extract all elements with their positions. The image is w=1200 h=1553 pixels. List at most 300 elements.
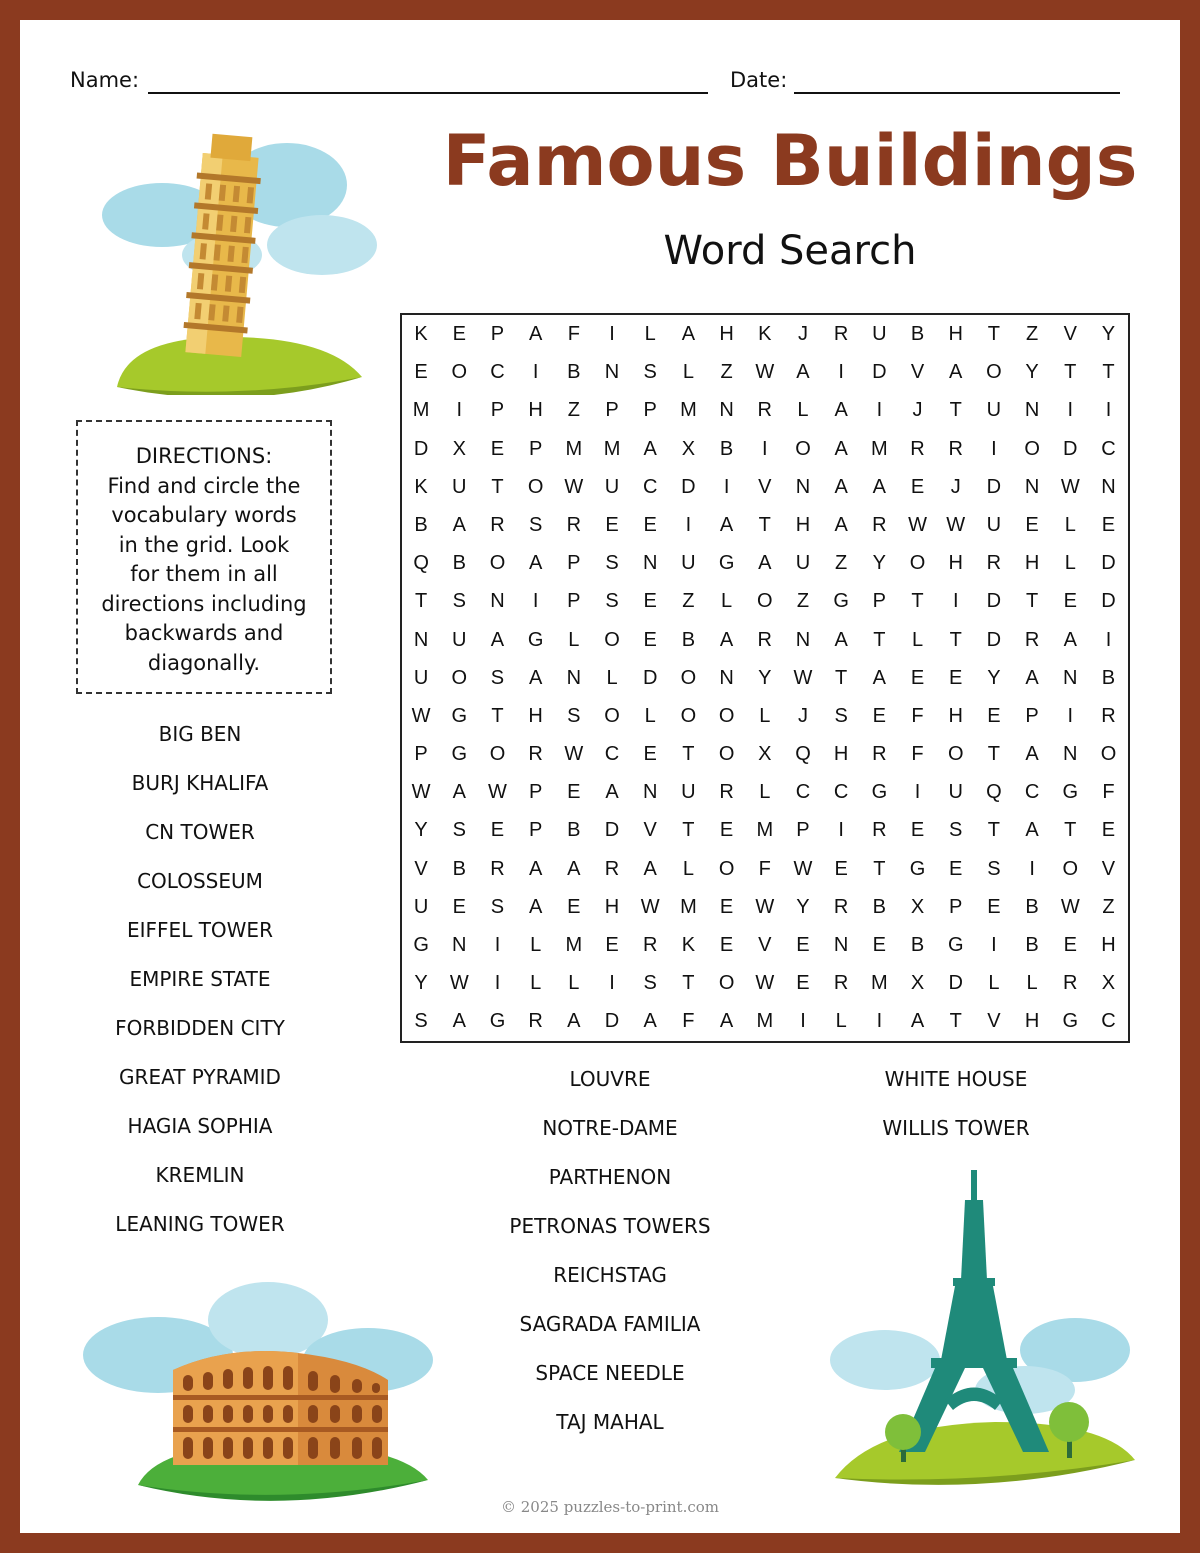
grid-letter[interactable]: D	[1101, 552, 1116, 575]
grid-letter[interactable]: T	[949, 1010, 962, 1033]
grid-letter[interactable]: I	[609, 323, 615, 345]
grid-letter[interactable]: A	[719, 513, 734, 536]
grid-letter[interactable]: U	[604, 475, 620, 498]
grid-letter[interactable]: E	[834, 857, 848, 880]
grid-letter[interactable]: U	[948, 781, 963, 804]
grid-letter[interactable]: S	[643, 361, 657, 384]
grid-letter[interactable]: M	[565, 934, 583, 956]
grid-letter[interactable]: I	[1105, 399, 1112, 422]
grid-letter[interactable]: E	[910, 666, 925, 689]
grid-letter[interactable]: I	[952, 590, 959, 613]
grid-letter[interactable]: Y	[796, 895, 810, 918]
grid-letter[interactable]: A	[872, 475, 887, 498]
grid-letter[interactable]: I	[1029, 857, 1035, 880]
grid-letter[interactable]: P	[490, 399, 505, 422]
grid-letter[interactable]: U	[452, 475, 467, 498]
grid-letter[interactable]: B	[452, 552, 466, 575]
grid-letter[interactable]: S	[567, 704, 581, 727]
grid-letter[interactable]: L	[682, 361, 694, 384]
grid-letter[interactable]: W	[1060, 895, 1080, 918]
grid-letter[interactable]: L	[835, 1010, 847, 1033]
grid-letter[interactable]: X	[758, 743, 772, 766]
grid-letter[interactable]: O	[718, 972, 735, 995]
grid-letter[interactable]: E	[452, 895, 466, 918]
grid-letter[interactable]: E	[796, 972, 810, 995]
grid-letter[interactable]: O	[489, 743, 506, 766]
grid-letter[interactable]: E	[719, 819, 734, 842]
grid-letter[interactable]: B	[414, 513, 428, 536]
grid-letter[interactable]: G	[871, 781, 888, 804]
grid-letter[interactable]: T	[987, 743, 1001, 766]
grid-letter[interactable]: R	[719, 781, 734, 804]
grid-letter[interactable]: Z	[720, 361, 733, 384]
grid-letter[interactable]: R	[833, 972, 849, 995]
grid-letter[interactable]: W	[793, 666, 813, 689]
grid-letter[interactable]: R	[1101, 704, 1116, 727]
grid-letter[interactable]: E	[987, 895, 1001, 918]
grid-letter[interactable]: M	[756, 819, 774, 842]
grid-letter[interactable]: Q	[413, 552, 429, 575]
grid-letter[interactable]: G	[527, 628, 544, 651]
grid-letter[interactable]: N	[795, 628, 811, 651]
grid-letter[interactable]: X	[452, 437, 466, 460]
grid-letter[interactable]: N	[833, 934, 849, 956]
grid-letter[interactable]: T	[491, 704, 504, 727]
grid-letter[interactable]: S	[834, 704, 848, 727]
grid-letter[interactable]: N	[604, 361, 620, 384]
grid-letter[interactable]: I	[991, 934, 997, 956]
grid-letter[interactable]: R	[872, 819, 887, 842]
grid-letter[interactable]: T	[949, 399, 962, 422]
grid-letter[interactable]: I	[762, 437, 768, 460]
grid-letter[interactable]: S	[605, 590, 619, 613]
grid-letter[interactable]: N	[1063, 743, 1078, 766]
grid-letter[interactable]: E	[605, 934, 619, 956]
grid-letter[interactable]: N	[719, 666, 734, 689]
grid-letter[interactable]: W	[449, 972, 469, 995]
grid-letter[interactable]: A	[796, 361, 810, 384]
grid-letter[interactable]: N	[1063, 666, 1078, 689]
grid-letter[interactable]: I	[723, 475, 730, 498]
grid-letter[interactable]: Y	[872, 552, 887, 575]
grid-letter[interactable]: Z	[682, 590, 695, 613]
grid-letter[interactable]: D	[986, 628, 1002, 651]
grid-letter[interactable]: Z	[796, 590, 810, 613]
grid-letter[interactable]: A	[1025, 666, 1039, 689]
grid-letter[interactable]: G	[451, 743, 468, 766]
grid-letter[interactable]: B	[910, 323, 925, 345]
grid-letter[interactable]: T	[1064, 361, 1077, 384]
grid-letter[interactable]: U	[795, 552, 811, 575]
grid-letter[interactable]: B	[1025, 895, 1039, 918]
grid-letter[interactable]: D	[986, 590, 1002, 613]
grid-letter[interactable]: E	[1063, 590, 1077, 613]
grid-letter[interactable]: A	[452, 781, 466, 804]
grid-letter[interactable]: A	[490, 628, 505, 651]
grid-letter[interactable]: V	[910, 361, 925, 384]
grid-letter[interactable]: R	[528, 1010, 543, 1033]
grid-letter[interactable]: A	[834, 513, 848, 536]
grid-letter[interactable]: G	[451, 704, 468, 727]
grid-letter[interactable]: N	[452, 934, 467, 956]
grid-letter[interactable]: T	[1102, 361, 1115, 384]
grid-letter[interactable]: F	[758, 857, 771, 880]
grid-letter[interactable]: G	[413, 934, 429, 956]
grid-letter[interactable]: K	[681, 934, 696, 956]
grid-letter[interactable]: T	[682, 972, 695, 995]
grid-letter[interactable]: T	[682, 819, 695, 842]
grid-letter[interactable]: M	[680, 895, 697, 918]
grid-letter[interactable]: G	[833, 590, 849, 613]
grid-letter[interactable]: P	[567, 590, 581, 613]
grid-letter[interactable]: T	[873, 628, 886, 651]
grid-letter[interactable]: T	[911, 590, 924, 613]
grid-letter[interactable]: O	[718, 743, 735, 766]
grid-letter[interactable]: R	[872, 743, 887, 766]
grid-letter[interactable]: I	[494, 934, 501, 956]
grid-letter[interactable]: T	[949, 628, 962, 651]
grid-letter[interactable]: A	[1025, 819, 1039, 842]
grid-letter[interactable]: H	[604, 895, 620, 918]
grid-letter[interactable]: E	[872, 704, 887, 727]
grid-letter[interactable]: S	[452, 819, 466, 842]
grid-letter[interactable]: S	[528, 513, 543, 536]
grid-letter[interactable]: V	[1101, 857, 1116, 880]
grid-letter[interactable]: C	[833, 781, 849, 804]
grid-letter[interactable]: P	[643, 399, 657, 422]
grid-letter[interactable]: U	[986, 399, 1002, 422]
grid-letter[interactable]: N	[1024, 399, 1040, 422]
grid-letter[interactable]: F	[567, 323, 580, 345]
grid-letter[interactable]: R	[833, 323, 849, 345]
grid-letter[interactable]: Z	[567, 399, 580, 422]
grid-letter[interactable]: I	[876, 399, 883, 422]
grid-letter[interactable]: U	[413, 666, 429, 689]
grid-letter[interactable]: K	[414, 475, 428, 498]
grid-letter[interactable]: A	[643, 437, 657, 460]
grid-letter[interactable]: V	[1063, 323, 1077, 345]
grid-letter[interactable]: P	[1025, 704, 1039, 727]
grid-letter[interactable]: E	[452, 323, 466, 345]
grid-letter[interactable]: P	[528, 819, 543, 842]
grid-letter[interactable]: A	[528, 323, 543, 345]
grid-letter[interactable]: L	[911, 628, 924, 651]
grid-letter[interactable]: Z	[1102, 895, 1115, 918]
grid-letter[interactable]: T	[987, 819, 1001, 842]
grid-letter[interactable]: K	[414, 323, 428, 345]
grid-letter[interactable]: T	[682, 743, 695, 766]
grid-letter[interactable]: V	[758, 934, 772, 956]
grid-letter[interactable]: O	[909, 552, 926, 575]
grid-letter[interactable]: O	[451, 666, 468, 689]
grid-letter[interactable]: O	[604, 628, 620, 651]
date-field[interactable]	[794, 92, 1120, 94]
grid-letter[interactable]: G	[947, 934, 964, 956]
grid-letter[interactable]: L	[568, 972, 580, 995]
grid-letter[interactable]: P	[528, 437, 543, 460]
grid-letter[interactable]: A	[452, 1010, 466, 1033]
grid-letter[interactable]: P	[414, 743, 428, 766]
grid-letter[interactable]: D	[872, 361, 887, 384]
grid-letter[interactable]: W	[1060, 475, 1080, 498]
grid-letter[interactable]: T	[835, 666, 848, 689]
grid-letter[interactable]: R	[528, 743, 543, 766]
grid-letter[interactable]: A	[567, 1010, 581, 1033]
grid-letter[interactable]: A	[834, 475, 848, 498]
grid-letter[interactable]: A	[528, 666, 543, 689]
grid-letter[interactable]: I	[494, 972, 501, 995]
grid-letter[interactable]: E	[949, 666, 963, 689]
grid-letter[interactable]: A	[528, 895, 543, 918]
grid-letter[interactable]: W	[640, 895, 660, 918]
grid-letter[interactable]: A	[567, 857, 581, 880]
grid-letter[interactable]: H	[948, 704, 963, 727]
grid-letter[interactable]: L	[759, 781, 771, 804]
grid-letter[interactable]: R	[604, 857, 620, 880]
grid-letter[interactable]: E	[643, 743, 657, 766]
grid-letter[interactable]: B	[567, 361, 581, 384]
grid-letter[interactable]: W	[411, 704, 431, 727]
grid-letter[interactable]: L	[530, 972, 542, 995]
grid-letter[interactable]: S	[414, 1010, 428, 1033]
grid-letter[interactable]: I	[609, 972, 615, 995]
grid-letter[interactable]: N	[1101, 475, 1116, 498]
grid-letter[interactable]: T	[758, 513, 771, 536]
grid-letter[interactable]: K	[758, 323, 772, 345]
grid-letter[interactable]: A	[719, 628, 734, 651]
grid-letter[interactable]: F	[682, 1010, 695, 1033]
grid-letter[interactable]: P	[528, 781, 543, 804]
grid-letter[interactable]: L	[1064, 552, 1076, 575]
grid-letter[interactable]: I	[1067, 399, 1074, 422]
grid-letter[interactable]: X	[1101, 972, 1116, 995]
grid-letter[interactable]: E	[643, 513, 657, 536]
grid-letter[interactable]: H	[948, 323, 963, 345]
grid-letter[interactable]: E	[643, 590, 657, 613]
grid-letter[interactable]: N	[642, 781, 658, 804]
grid-letter[interactable]: Y	[1025, 361, 1039, 384]
grid-letter[interactable]: V	[987, 1010, 1001, 1033]
grid-letter[interactable]: D	[604, 1010, 620, 1033]
grid-letter[interactable]: N	[1024, 475, 1040, 498]
grid-letter[interactable]: R	[757, 628, 772, 651]
grid-letter[interactable]: D	[1101, 590, 1116, 613]
grid-letter[interactable]: G	[489, 1010, 506, 1033]
grid-letter[interactable]: Y	[758, 666, 772, 689]
name-field[interactable]	[148, 92, 708, 94]
grid-letter[interactable]: R	[757, 399, 772, 422]
grid-letter[interactable]: O	[757, 590, 773, 613]
grid-letter[interactable]: U	[986, 513, 1002, 536]
grid-letter[interactable]: P	[949, 895, 963, 918]
grid-letter[interactable]: A	[719, 1010, 734, 1033]
grid-letter[interactable]: A	[834, 399, 848, 422]
grid-letter[interactable]: L	[1026, 972, 1038, 995]
grid-letter[interactable]: N	[566, 666, 582, 689]
grid-letter[interactable]: O	[795, 437, 811, 460]
grid-letter[interactable]: G	[1062, 781, 1079, 804]
grid-letter[interactable]: W	[411, 781, 431, 804]
grid-letter[interactable]: C	[604, 743, 620, 766]
grid-letter[interactable]: A	[643, 1010, 657, 1033]
grid-letter[interactable]: L	[644, 323, 656, 345]
grid-letter[interactable]: J	[912, 399, 923, 422]
grid-letter[interactable]: U	[681, 552, 696, 575]
grid-letter[interactable]: E	[1101, 819, 1116, 842]
grid-letter[interactable]: W	[488, 781, 507, 804]
grid-letter[interactable]: O	[986, 361, 1002, 384]
grid-letter[interactable]: O	[680, 666, 697, 689]
grid-letter[interactable]: D	[642, 666, 658, 689]
grid-letter[interactable]: E	[949, 857, 963, 880]
grid-letter[interactable]: R	[566, 513, 582, 536]
grid-letter[interactable]: A	[452, 513, 466, 536]
grid-letter[interactable]: C	[1101, 437, 1116, 460]
grid-letter[interactable]: R	[948, 437, 963, 460]
grid-letter[interactable]: H	[1101, 934, 1116, 956]
grid-letter[interactable]: W	[564, 743, 584, 766]
grid-letter[interactable]: R	[872, 513, 887, 536]
grid-letter[interactable]: E	[567, 895, 581, 918]
grid-letter[interactable]: S	[605, 552, 619, 575]
grid-letter[interactable]: F	[911, 704, 924, 727]
grid-letter[interactable]: Q	[986, 781, 1002, 804]
grid-letter[interactable]: Y	[414, 819, 428, 842]
grid-letter[interactable]: L	[721, 590, 733, 613]
grid-letter[interactable]: M	[871, 972, 888, 995]
grid-letter[interactable]: E	[719, 895, 734, 918]
grid-letter[interactable]: L	[1064, 513, 1076, 536]
grid-letter[interactable]: M	[565, 437, 583, 460]
grid-letter[interactable]: H	[1024, 552, 1040, 575]
grid-letter[interactable]: P	[796, 819, 810, 842]
grid-letter[interactable]: A	[643, 857, 657, 880]
grid-letter[interactable]: S	[490, 666, 505, 689]
grid-letter[interactable]: E	[490, 819, 505, 842]
grid-letter[interactable]: C	[1024, 781, 1040, 804]
grid-letter[interactable]: I	[532, 590, 539, 613]
grid-letter[interactable]: F	[911, 743, 924, 766]
grid-letter[interactable]: E	[1063, 934, 1077, 956]
grid-letter[interactable]: W	[564, 475, 584, 498]
grid-letter[interactable]: E	[567, 781, 581, 804]
grid-letter[interactable]: H	[833, 743, 849, 766]
grid-letter[interactable]: E	[605, 513, 619, 536]
grid-letter[interactable]: D	[1063, 437, 1078, 460]
grid-letter[interactable]: S	[452, 590, 466, 613]
grid-letter[interactable]: B	[910, 934, 925, 956]
grid-letter[interactable]: R	[910, 437, 925, 460]
grid-letter[interactable]: E	[490, 437, 505, 460]
grid-letter[interactable]: O	[1062, 857, 1079, 880]
grid-letter[interactable]: A	[758, 552, 772, 575]
grid-letter[interactable]: U	[872, 323, 887, 345]
grid-letter[interactable]: T	[414, 590, 428, 613]
grid-letter[interactable]: E	[719, 934, 734, 956]
grid-letter[interactable]: O	[1024, 437, 1040, 460]
grid-letter[interactable]: I	[1067, 704, 1074, 727]
grid-letter[interactable]: G	[1062, 1010, 1079, 1033]
grid-letter[interactable]: R	[490, 513, 505, 536]
grid-letter[interactable]: S	[643, 972, 657, 995]
grid-letter[interactable]: N	[642, 552, 658, 575]
grid-letter[interactable]: M	[680, 399, 697, 422]
grid-letter[interactable]: E	[1025, 513, 1039, 536]
grid-letter[interactable]: A	[910, 1010, 925, 1033]
grid-letter[interactable]: T	[1064, 819, 1077, 842]
grid-letter[interactable]: R	[986, 552, 1002, 575]
grid-letter[interactable]: O	[718, 704, 735, 727]
grid-letter[interactable]: W	[755, 972, 775, 995]
grid-letter[interactable]: I	[914, 781, 921, 804]
grid-letter[interactable]: I	[838, 819, 844, 842]
grid-letter[interactable]: B	[681, 628, 696, 651]
grid-letter[interactable]: C	[490, 361, 505, 384]
grid-letter[interactable]: J	[797, 704, 808, 727]
grid-letter[interactable]: A	[605, 781, 619, 804]
grid-letter[interactable]: T	[1025, 590, 1039, 613]
grid-letter[interactable]: D	[413, 437, 429, 460]
grid-letter[interactable]: L	[606, 666, 618, 689]
grid-letter[interactable]: M	[871, 437, 888, 460]
grid-letter[interactable]: L	[682, 857, 694, 880]
grid-letter[interactable]: R	[833, 895, 849, 918]
grid-letter[interactable]: A	[528, 552, 543, 575]
grid-letter[interactable]: G	[909, 857, 926, 880]
grid-letter[interactable]: L	[988, 972, 1000, 995]
grid-letter[interactable]: D	[948, 972, 963, 995]
grid-letter[interactable]: R	[1063, 972, 1078, 995]
grid-letter[interactable]: T	[491, 475, 504, 498]
grid-letter[interactable]: W	[755, 895, 775, 918]
grid-letter[interactable]: J	[950, 475, 961, 498]
grid-letter[interactable]: Y	[414, 972, 428, 995]
grid-letter[interactable]: A	[1063, 628, 1077, 651]
grid-letter[interactable]: E	[910, 819, 925, 842]
grid-letter[interactable]: P	[605, 399, 619, 422]
grid-letter[interactable]: M	[412, 399, 430, 422]
grid-letter[interactable]: X	[910, 972, 925, 995]
grid-letter[interactable]: F	[1102, 781, 1115, 804]
grid-letter[interactable]: L	[530, 934, 542, 956]
grid-letter[interactable]: I	[685, 513, 692, 536]
grid-letter[interactable]: I	[800, 1010, 806, 1033]
grid-letter[interactable]: O	[527, 475, 544, 498]
grid-letter[interactable]: O	[489, 552, 506, 575]
grid-letter[interactable]: W	[946, 513, 966, 536]
grid-letter[interactable]: T	[873, 857, 886, 880]
grid-letter[interactable]: E	[872, 934, 887, 956]
grid-letter[interactable]: S	[987, 857, 1001, 880]
grid-letter[interactable]: B	[567, 819, 581, 842]
grid-letter[interactable]: A	[949, 361, 963, 384]
grid-letter[interactable]: L	[644, 704, 656, 727]
grid-letter[interactable]: O	[451, 361, 468, 384]
grid-letter[interactable]: B	[872, 895, 887, 918]
grid-letter[interactable]: A	[1025, 743, 1039, 766]
grid-letter[interactable]: R	[490, 857, 505, 880]
grid-letter[interactable]: L	[759, 704, 771, 727]
grid-letter[interactable]: W	[793, 857, 813, 880]
grid-letter[interactable]: U	[413, 895, 429, 918]
grid-letter[interactable]: D	[986, 475, 1002, 498]
grid-letter[interactable]: C	[642, 475, 658, 498]
grid-letter[interactable]: E	[1101, 513, 1116, 536]
grid-letter[interactable]: I	[532, 361, 539, 384]
grid-letter[interactable]: H	[528, 704, 543, 727]
grid-letter[interactable]: B	[719, 437, 734, 460]
grid-letter[interactable]: P	[872, 590, 887, 613]
